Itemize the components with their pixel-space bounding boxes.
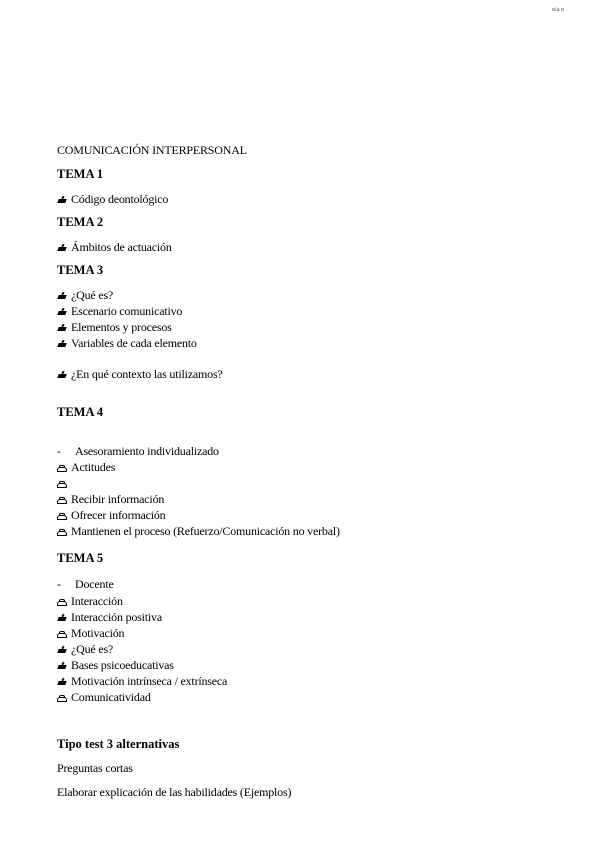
list-item: Ámbitos de actuación xyxy=(57,240,172,254)
laptop-bullet-icon xyxy=(57,196,67,204)
page-number: n/a n xyxy=(552,7,564,13)
laptop-bullet-icon xyxy=(57,678,67,686)
tema-3-heading: TEMA 3 xyxy=(57,263,104,277)
list-item: Mantienen el proceso (Refuerzo/Comunicación no verbal) xyxy=(57,524,340,538)
test-line: Preguntas cortas xyxy=(57,761,133,775)
car-bullet-icon xyxy=(57,464,67,472)
list-item: Actitudes xyxy=(57,460,115,474)
list-item: ¿Qué es? xyxy=(57,642,113,656)
laptop-bullet-icon xyxy=(57,614,67,622)
list-item: Escenario comunicativo xyxy=(57,304,182,318)
list-item: Variables de cada elemento xyxy=(57,336,197,350)
list-item: Interacción xyxy=(57,594,123,608)
car-bullet-icon xyxy=(57,512,67,520)
car-bullet-icon xyxy=(57,694,67,702)
list-item: Recibir información xyxy=(57,492,164,506)
list-item: Ofrecer información xyxy=(57,508,165,522)
dash-item: - Docente xyxy=(57,577,114,591)
list-item xyxy=(57,476,71,490)
car-bullet-icon xyxy=(57,496,67,504)
list-item: Interacción positiva xyxy=(57,610,162,624)
laptop-bullet-icon xyxy=(57,244,67,252)
list-item: ¿Qué es? xyxy=(57,288,113,302)
laptop-bullet-icon xyxy=(57,308,67,316)
laptop-bullet-icon xyxy=(57,371,67,379)
car-bullet-icon xyxy=(57,598,67,606)
tema-2-heading: TEMA 2 xyxy=(57,215,104,229)
list-item: Código deontológico xyxy=(57,192,168,206)
list-item: Comunicatividad xyxy=(57,690,151,704)
laptop-bullet-icon xyxy=(57,646,67,654)
tema-5-heading: TEMA 5 xyxy=(57,551,104,565)
document-title: COMUNICACIÓN INTERPERSONAL xyxy=(57,143,247,157)
list-item: Motivación intrínseca / extrínseca xyxy=(57,674,227,688)
list-item: Elementos y procesos xyxy=(57,320,172,334)
car-bullet-icon xyxy=(57,630,67,638)
dash-item: - Asesoramiento individualizado xyxy=(57,444,219,458)
laptop-bullet-icon xyxy=(57,340,67,348)
laptop-bullet-icon xyxy=(57,324,67,332)
tema-4-heading: TEMA 4 xyxy=(57,405,104,419)
tema-1-heading: TEMA 1 xyxy=(57,167,104,181)
car-bullet-icon xyxy=(57,528,67,536)
car-bullet-icon xyxy=(57,480,67,488)
test-line: Elaborar explicación de las habilidades (Ejemplos) xyxy=(57,785,292,799)
list-item: Motivación xyxy=(57,626,124,640)
test-heading: Tipo test 3 alternativas xyxy=(57,737,180,751)
laptop-bullet-icon xyxy=(57,662,67,670)
list-item: ¿En qué contexto las utilizamos? xyxy=(57,367,223,381)
laptop-bullet-icon xyxy=(57,292,67,300)
list-item: Bases psicoeducativas xyxy=(57,658,174,672)
